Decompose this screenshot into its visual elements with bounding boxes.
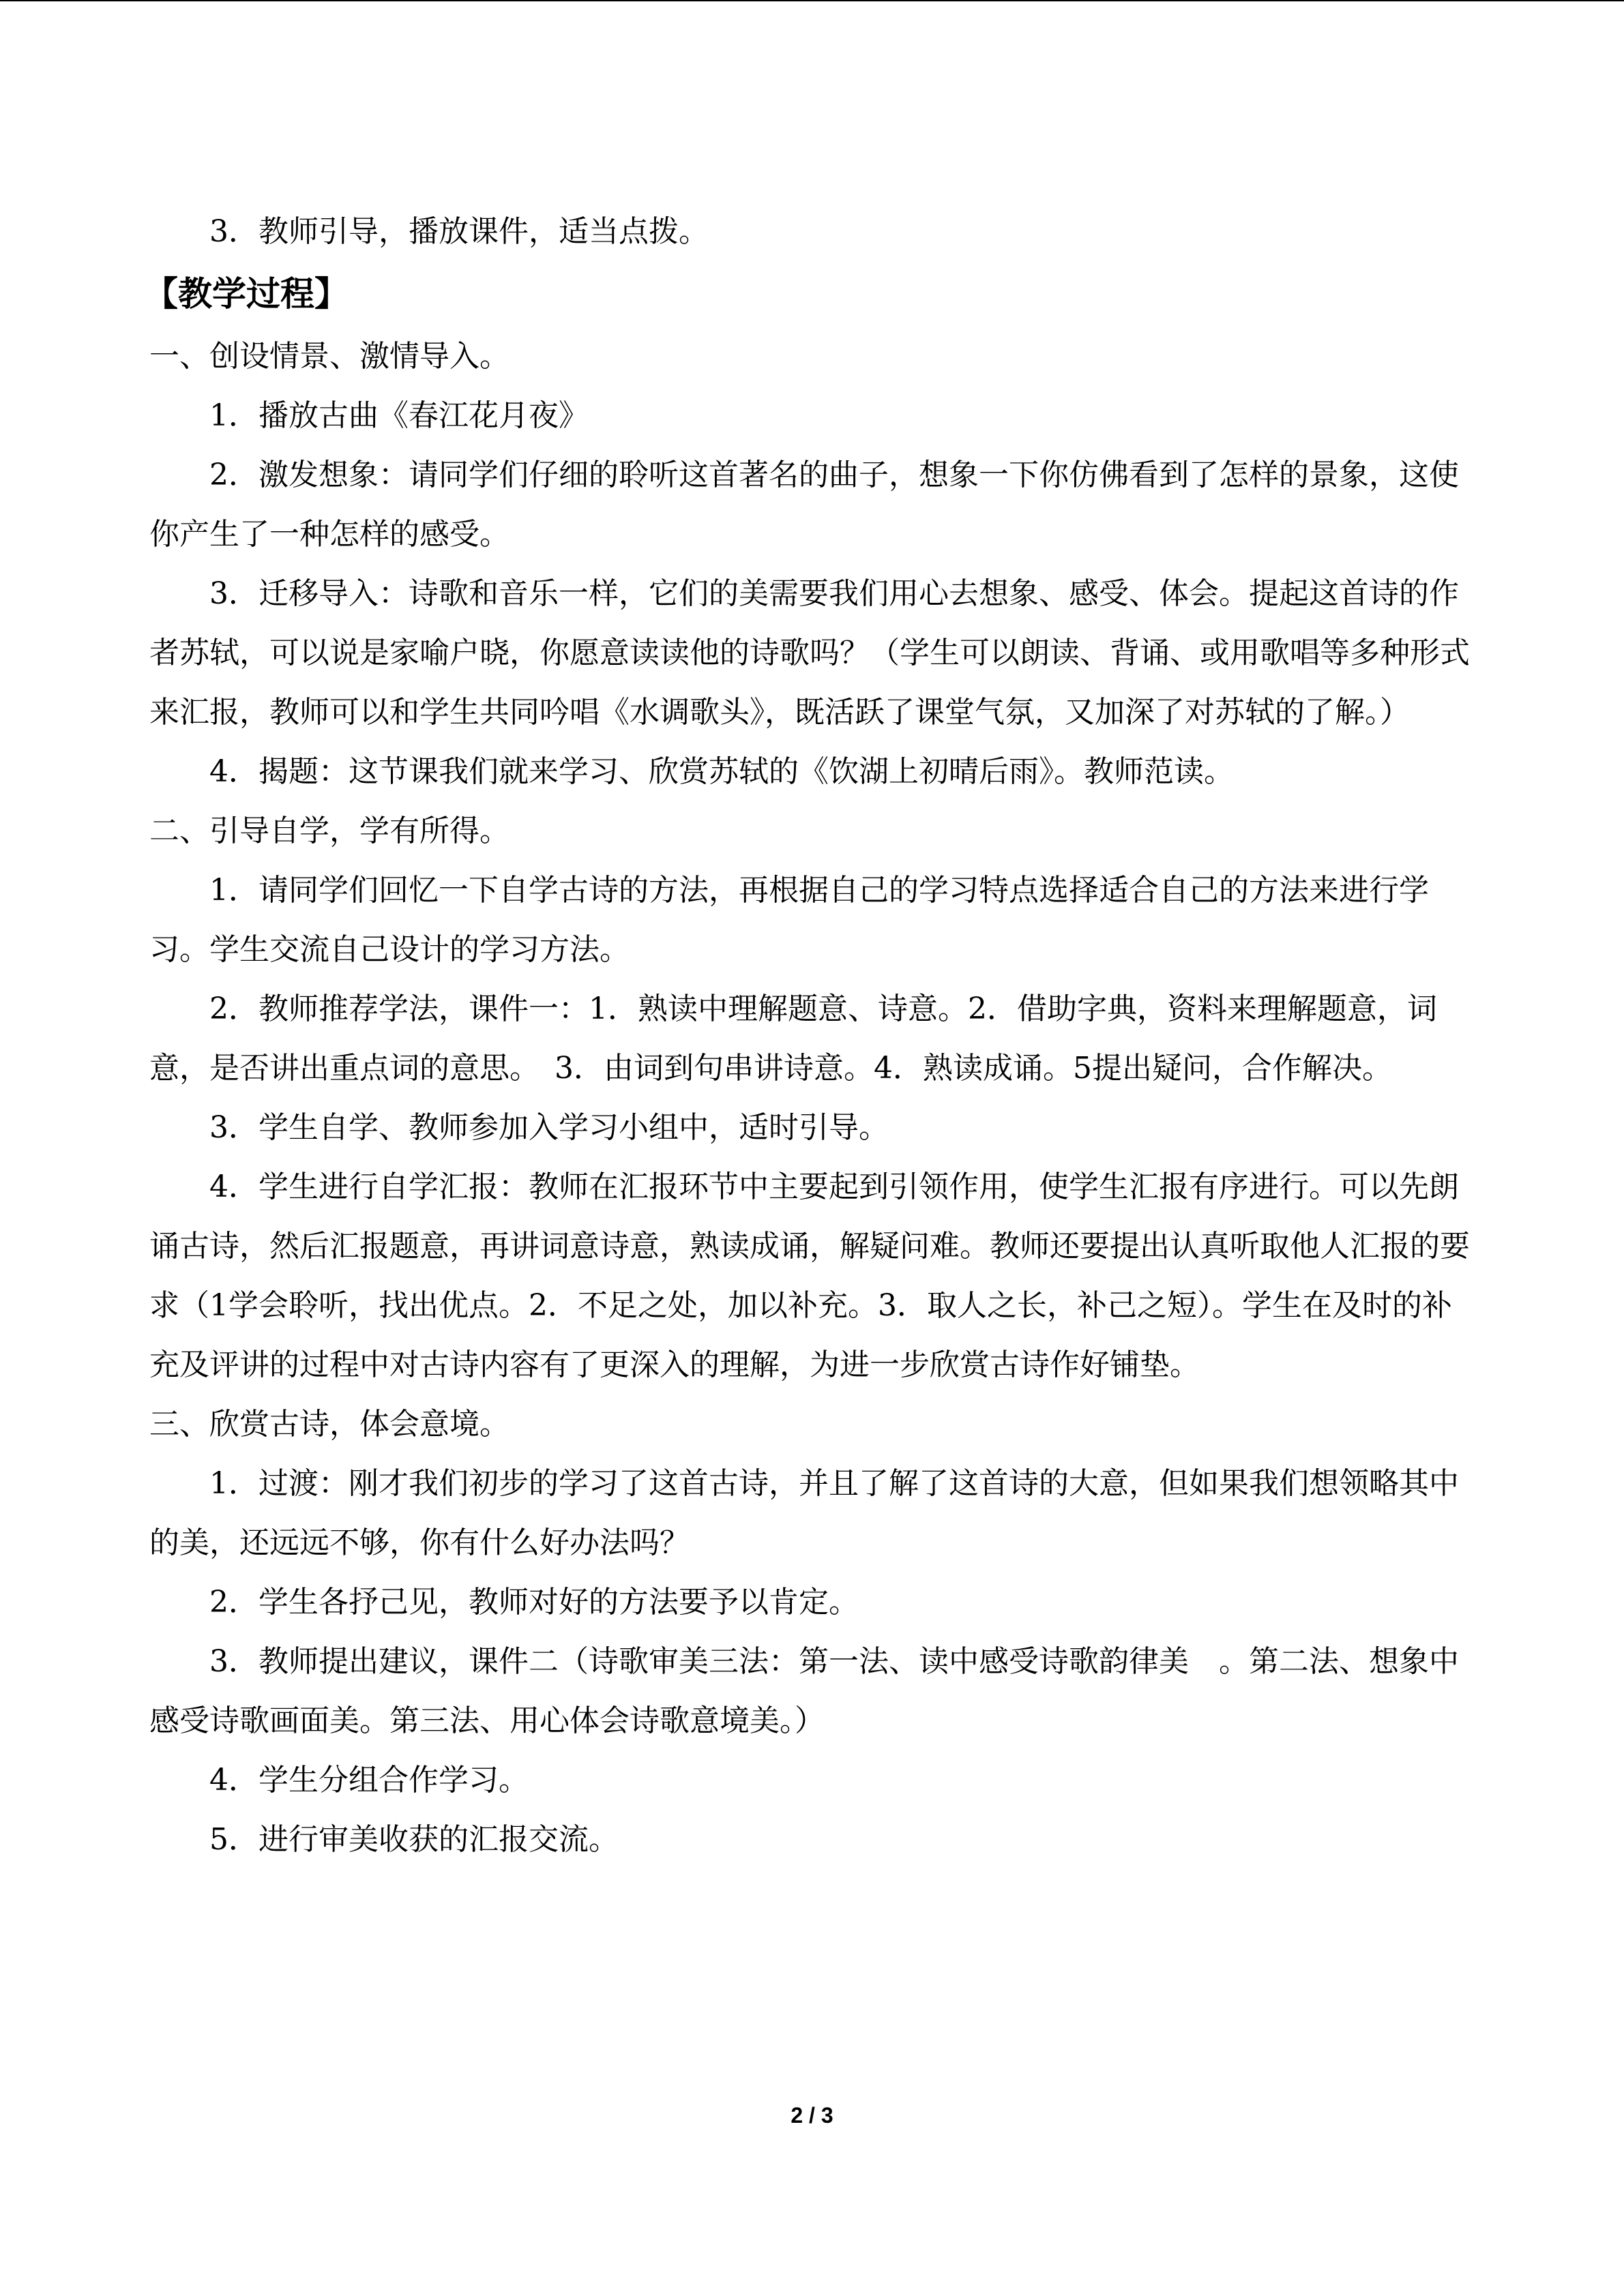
paragraph: 3．学生自学、教师参加入学习小组中，适时引导。 [209,1110,889,1145]
paragraph: 1．请同学们回忆一下自学古诗的方法，再根据自己的学习特点选择适合自己的方法来进行学习。学生交流自己设计的学习方法。 [149,873,1429,967]
top-border-line [0,0,1624,1]
paragraph: 2．教师推荐学法，课件一：1．熟读中理解题意、诗意。2．借助字典，资料来理解题意，词意，是否讲出重点词的意思。 3．由词到句串讲诗意。4．熟读成诵。5提出疑问，合作解决。 [149,992,1437,1086]
page-number: 2 / 3 [791,2103,833,2128]
document-body [144,202,1474,1869]
paragraph: 5．进行审美收获的汇报交流。 [209,1822,619,1857]
section-title: 一、创设情景、激情导入。 [149,339,510,374]
paragraph: 3．教师引导，播放课件，适当点拨。 [209,214,709,249]
paragraph: 1．过渡：刚才我们初步的学习了这首古诗，并且了解了这首诗的大意，但如果我们想领略其中的美，还远远不够，你有什么好办法吗？ [149,1466,1459,1560]
section-heading: 【教学过程】 [144,274,349,314]
paragraph: 4．学生进行自学汇报：教师在汇报环节中主要起到引领作用，使学生汇报有序进行。可以先朗诵古诗，然后汇报题意，再讲词意诗意，熟读成诵，解疑问难。教师还要提出认真听取他人汇报的要求（1学会聆听，找出优点。2．不足之处，加以补充。3．取人之长，补己之短）。学生在及时的补充及评讲的过程中对古诗内容有了更深入的理解，为进一步欣赏古诗作好铺垫。 [149,1169,1470,1382]
paragraph: 2．学生各抒己见，教师对好的方法要予以肯定。 [209,1585,859,1620]
section-title: 二、引导自学，学有所得。 [149,814,510,848]
paragraph: 1．播放古曲《春江花月夜》 [209,398,589,433]
paragraph: 3．教师提出建议，课件二（诗歌审美三法：第一法、读中感受诗歌韵律美 。第二法、想象中感受诗歌画面美。第三法、用心体会诗歌意境美。） [149,1644,1459,1738]
section-title: 三、欣赏古诗，体会意境。 [149,1407,510,1442]
paragraph: 2．激发想象：请同学们仔细的聆听这首著名的曲子，想象一下你仿佛看到了怎样的景象，这使你产生了一种怎样的感受。 [149,458,1459,552]
paragraph: 4．学生分组合作学习。 [209,1763,529,1798]
paragraph: 3．迁移导入：诗歌和音乐一样，它们的美需要我们用心去想象、感受、体会。提起这首诗的作者苏轼，可以说是家喻户晓，你愿意读读他的诗歌吗？（学生可以朗读、背诵、或用歌唱等多种形式来汇报，教师可以和学生共同吟唱《水调歌头》，既活跃了课堂气氛，又加深了对苏轼的了解。） [149,576,1470,730]
paragraph: 4．揭题：这节课我们就来学习、欣赏苏轼的《饮湖上初晴后雨》。教师范读。 [209,754,1234,789]
